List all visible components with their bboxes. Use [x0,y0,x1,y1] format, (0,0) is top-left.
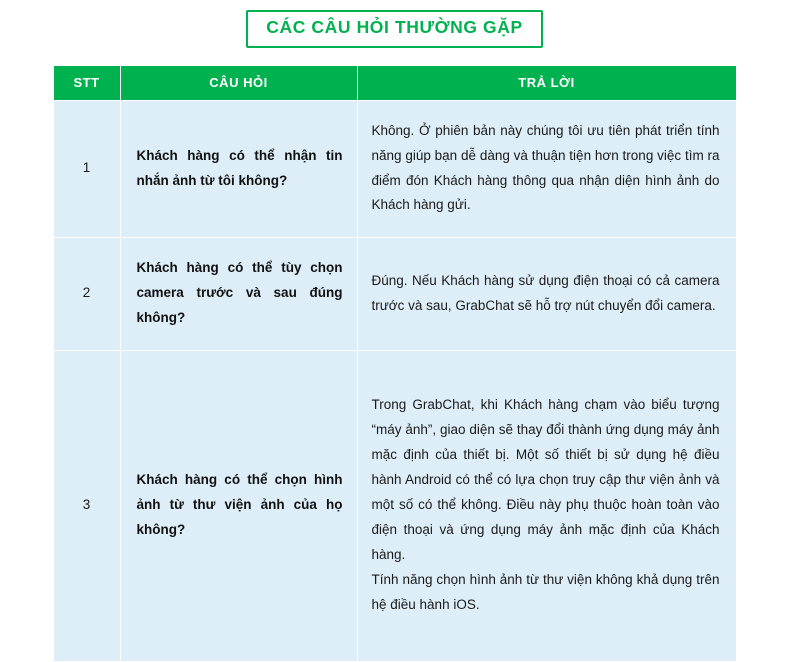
row-answer [357,350,736,661]
page-title-box [246,10,543,48]
row-number: 2 [53,237,120,350]
row-question: Khách hàng có thể chọn hình ảnh từ thư viện ảnh của họ không? [120,350,357,661]
table-header-row [53,65,736,100]
column-header-question: CÂU HỎI [120,65,357,100]
table-row [53,100,736,237]
column-header-stt: STT [53,65,120,100]
page-title: CÁC CÂU HỎI THƯỜNG GẶP [266,17,523,37]
faq-table-head [53,65,736,100]
faq-table-container [53,65,737,662]
row-number: 3 [53,350,120,661]
row-answer-paragraph-2: Tính năng chọn hình ảnh từ thư viện không khả dụng trên hệ điều hành iOS. [371,571,720,612]
page-title-container [0,0,789,48]
row-answer: Không. Ở phiên bản này chúng tôi ưu tiên phát triển tính năng giúp bạn dễ dàng và thuận tiện hơn trong việc tìm ra điểm đón Khách hàng thông qua nhận diện hình ảnh do Khách hàng gửi. [357,100,736,237]
row-question: Khách hàng có thể nhận tin nhắn ảnh từ tôi không? [120,100,357,237]
row-question: Khách hàng có thể tùy chọn camera trước và sau đúng không? [120,237,357,350]
table-row [53,237,736,350]
row-answer-paragraph-1: Trong GrabChat, khi Khách hàng chạm vào biểu tượng “máy ảnh”, giao diện sẽ thay đổi thành ứng dụng máy ảnh mặc định của thiết bị. Một số thiết bị sử dụng hệ điều hành Android có thể có lựa chọn truy cập thư viện ảnh và một số có thể không. Điều này phụ thuộc hoàn toàn vào điện thoại và ứng dụng máy ảnh mặc định của Khách hàng. [371,397,720,562]
faq-table [53,65,737,662]
faq-table-body [53,100,736,661]
table-row [53,350,736,661]
row-number: 1 [53,100,120,237]
column-header-answer: TRẢ LỜI [357,65,736,100]
row-answer: Đúng. Nếu Khách hàng sử dụng điện thoại có cả camera trước và sau, GrabChat sẽ hỗ trợ nút chuyển đổi camera. [357,237,736,350]
